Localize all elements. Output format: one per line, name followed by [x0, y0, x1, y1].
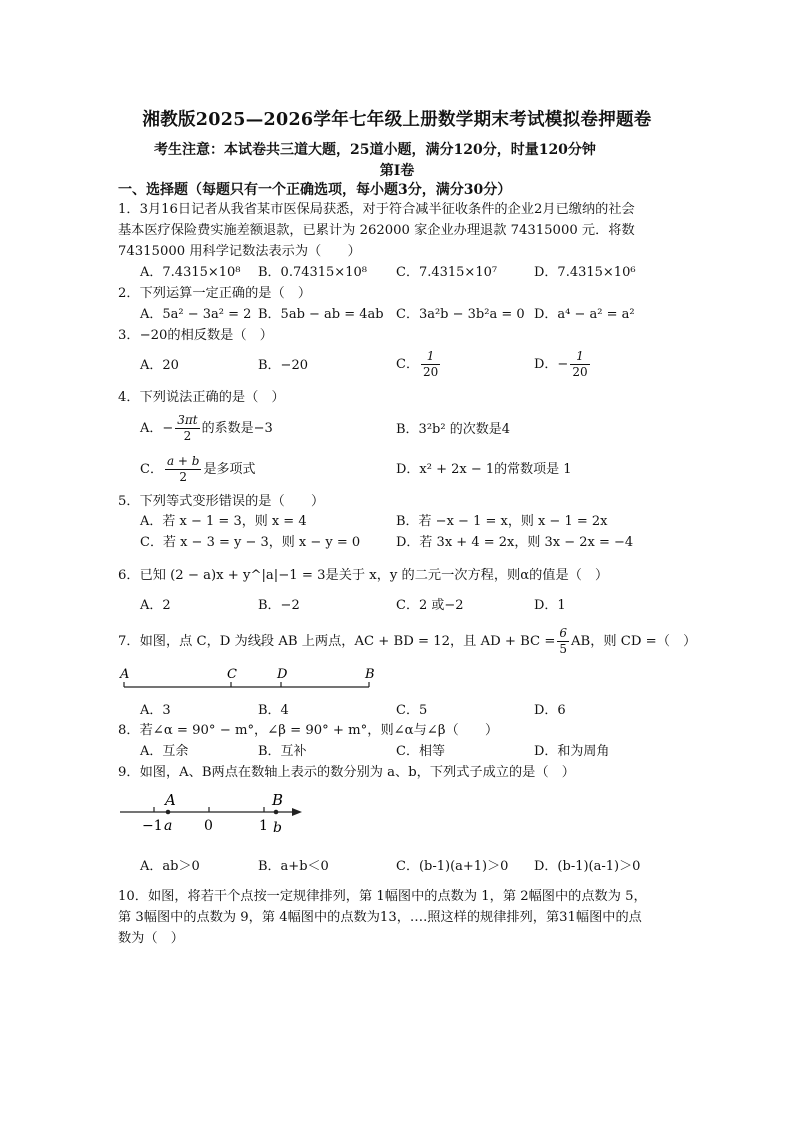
point-a-dot [166, 810, 171, 815]
q1-option-d: D．7.4315×10⁶ [534, 265, 636, 280]
q7-segment-figure [116, 664, 380, 692]
q4-option-a-label: A．− [140, 421, 174, 436]
q6-option-a: A．2 [140, 598, 171, 613]
volume-heading: 第Ⅰ卷 [379, 163, 415, 179]
fraction-numerator: 1 [421, 349, 440, 365]
q1-line1: 1．3月16日记者从我省某市医保局获悉，对于符合减半征收条件的企业2月已缴纳的社会 [118, 202, 635, 217]
q4-option-c-fraction [165, 454, 202, 485]
q4-option-a-fraction [175, 413, 199, 444]
q9-stem: 9．如图，A、B两点在数轴上表示的数分别为 a、b，下列式子成立的是（ ） [118, 765, 575, 780]
q3-option-a: A．20 [140, 358, 179, 373]
q9-number-line-figure [116, 788, 310, 836]
arrow-right-icon [292, 808, 302, 816]
q8-option-d: D．和为周角 [534, 744, 610, 759]
q9-option-d: D．(b-1)(a-1)＞0 [534, 859, 641, 874]
q7-option-c: C．5 [396, 703, 428, 718]
q9-option-b: B．a+b＜0 [258, 859, 329, 874]
page-title: 湘教版2025—2026学年七年级上册数学期末考试模拟卷押题卷 [142, 110, 652, 130]
q5-option-b: B．若 −x − 1 = x，则 x − 1 = 2x [396, 514, 608, 529]
q10-line1: 10．如图，将若干个点按一定规律排列，第 1幅图中的点数为 1，第 2幅图中的点数为 5， [118, 889, 647, 904]
q2-option-c: C．3a²b − 3b²a = 0 [396, 307, 525, 322]
point-label-b: B [365, 667, 375, 682]
q4-option-a [140, 413, 273, 444]
value-label-b: b [273, 820, 282, 836]
q5-stem: 5．下列等式变形错误的是（ ） [118, 494, 325, 509]
q7-option-d: D．6 [534, 703, 566, 718]
value-label-a: a [164, 818, 173, 834]
q4-option-a-tail: 的系数是−3 [201, 421, 273, 436]
point-label-a: A [120, 667, 130, 682]
q6-option-d: D．1 [534, 598, 566, 613]
q1-option-b: B．0.74315×10⁸ [258, 265, 367, 280]
fraction-denominator: 2 [179, 470, 188, 484]
q7-stem [118, 626, 696, 657]
tick-label-one: 1 [259, 818, 268, 834]
q2-stem: 2．下列运算一定正确的是（ ） [118, 286, 312, 301]
fraction-denominator: 2 [183, 429, 192, 443]
q10-line2: 第 3幅图中的点数为 9，第 4幅图中的点数为13，….照这样的规律排列，第31幅图中的点 [118, 910, 642, 925]
fraction-denominator: 20 [572, 365, 588, 379]
q2-option-a: A．5a² − 3a² = 2 [140, 307, 252, 322]
q3-option-b: B．−20 [258, 358, 308, 373]
q7-option-b: B．4 [258, 703, 289, 718]
fraction-numerator: a + b [166, 454, 200, 468]
q3-option-d [534, 349, 592, 380]
fraction-denominator: 20 [422, 365, 439, 379]
q8-option-b: B．互补 [258, 744, 307, 759]
fraction-numerator: 3πt [177, 413, 198, 427]
fraction-denominator: 5 [559, 642, 568, 656]
point-label-c: C [227, 667, 237, 682]
q9-option-c: C．(b-1)(a+1)＞0 [396, 859, 509, 874]
q1-line3: 74315000 用科学记数法表示为（ ） [118, 244, 361, 259]
q10-line3: 数为（ ） [118, 931, 184, 946]
q3-option-c [396, 349, 442, 380]
q7-option-a: A．3 [140, 703, 171, 718]
q3-option-d-label: D．− [534, 357, 569, 372]
point-label-b: B [272, 791, 284, 809]
q6-stem: 6．已知 (2 − a)x + y^|a|−1 = 3是关于 x，y 的二元一次方程，则α的值是（ ） [118, 568, 609, 583]
q1-option-a: A．7.4315×10⁸ [140, 265, 241, 280]
tick-label-minus-one: −1 [142, 818, 163, 834]
q3-stem: 3．−20的相反数是（ ） [118, 328, 273, 343]
q4-option-c-label: C． [140, 462, 163, 477]
fraction-numerator: 1 [570, 349, 589, 365]
q2-option-d: D．a⁴ − a² = a² [534, 307, 635, 322]
point-b-dot [274, 810, 279, 815]
q7-stem-end: AB，则 CD =（ ） [571, 634, 697, 649]
q1-option-c: C．7.4315×10⁷ [396, 265, 498, 280]
tick-label-zero: 0 [204, 818, 213, 834]
q7-stem-start: 7．如图，点 C，D 为线段 AB 上两点，AC + BD = 12，且 AD + BC = [118, 634, 556, 649]
q4-option-d: D．x² + 2x − 1的常数项是 1 [396, 462, 572, 477]
q8-option-a: A．互余 [140, 744, 189, 759]
point-label-a: A [165, 791, 176, 809]
q7-fraction [557, 626, 569, 657]
q2-option-b: B．5ab − ab = 4ab [258, 307, 384, 322]
q3-option-d-fraction [570, 349, 589, 380]
q5-option-d: D．若 3x + 4 = 2x，则 3x − 2x = −4 [396, 535, 634, 550]
q5-option-c: C．若 x − 3 = y − 3，则 x − y = 0 [140, 535, 361, 550]
q4-stem: 4．下列说法正确的是（ ） [118, 390, 285, 405]
section-heading: 一、选择题（每题只有一个正确选项，每小题3分，满分30分） [118, 182, 512, 198]
point-label-d: D [277, 667, 288, 682]
q8-option-c: C．相等 [396, 744, 445, 759]
q4-option-c [140, 454, 256, 485]
q3-option-c-fraction [421, 349, 440, 380]
q8-stem: 8．若∠α = 90° − m°，∠β = 90° + m°，则∠α与∠β（ ） [118, 723, 499, 738]
q6-option-c: C．2 或−2 [396, 598, 464, 613]
q9-option-a: A．ab＞0 [140, 859, 200, 874]
fraction-numerator: 6 [559, 626, 568, 640]
q1-line2: 基本医疗保险费实施差额退款，已累计为 262000 家企业办理退款 74315000 元．将数 [118, 223, 635, 238]
q4-option-b: B．3²b² 的次数是4 [396, 422, 510, 437]
q6-option-b: B．−2 [258, 598, 300, 613]
q4-option-c-tail: 是多项式 [203, 462, 256, 477]
exam-notice: 考生注意：本试卷共三道大题，25道小题，满分120分，时量120分钟 [154, 142, 596, 158]
q3-option-c-label: C． [396, 357, 419, 372]
q5-option-a: A．若 x − 1 = 3，则 x = 4 [140, 514, 307, 529]
